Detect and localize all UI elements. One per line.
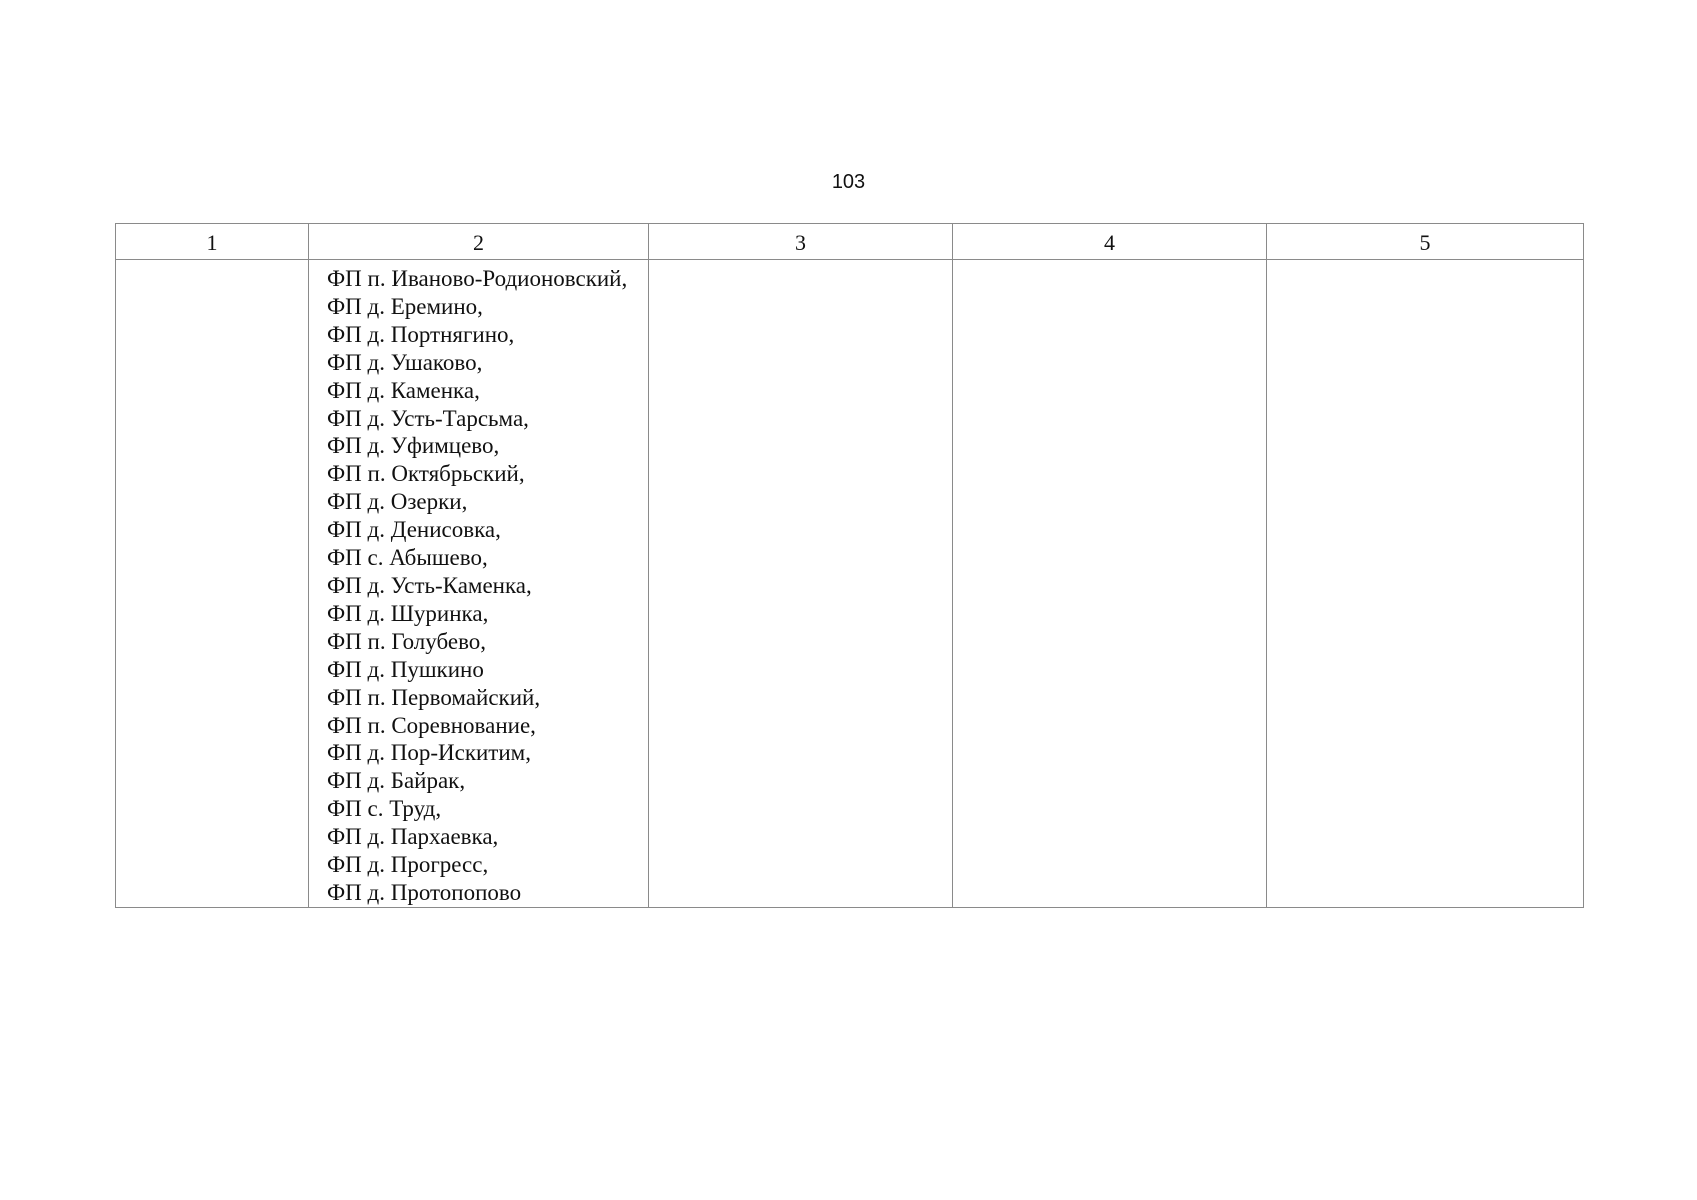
list-item: ФП д. Байрак, bbox=[327, 768, 466, 794]
list-item: ФП д. Озерки, bbox=[327, 489, 468, 515]
list-item: ФП д. Портнягино, bbox=[327, 321, 515, 347]
page-number: 103 bbox=[831, 171, 866, 193]
list-item: ФП д. Уфимцево, bbox=[327, 433, 500, 459]
table-header-row bbox=[116, 224, 1584, 260]
list-item: ФП д. Пор-Искитим, bbox=[327, 740, 531, 766]
list-item: ФП д. Прогресс, bbox=[327, 852, 489, 878]
table-row bbox=[116, 260, 1584, 908]
list-item: ФП д. Еремино, bbox=[327, 293, 483, 319]
table-cell-col1 bbox=[116, 260, 309, 908]
table-cell-col2 bbox=[309, 260, 649, 908]
list-item: ФП п. Голубево, bbox=[327, 628, 487, 654]
list-item: ФП д. Усть-Каменка, bbox=[327, 572, 532, 598]
list-item: ФП д. Протопопово bbox=[327, 879, 522, 905]
table-cell-col4 bbox=[953, 260, 1267, 908]
column-header-2: 2 bbox=[309, 224, 649, 260]
list-item: ФП д. Усть-Тарсьма, bbox=[327, 405, 529, 431]
place-list bbox=[309, 260, 648, 907]
list-item: ФП д. Шуринка, bbox=[327, 600, 489, 626]
column-header-3: 3 bbox=[649, 224, 953, 260]
list-item: ФП д. Ушаково, bbox=[327, 349, 483, 375]
list-item: ФП д. Пархаевка, bbox=[327, 824, 499, 850]
list-item: ФП с. Труд, bbox=[327, 796, 442, 822]
list-item: ФП д. Пушкино bbox=[327, 656, 484, 682]
table-cell-col5 bbox=[1267, 260, 1584, 908]
list-item: ФП п. Соревнование, bbox=[327, 712, 536, 738]
list-item: ФП д. Каменка, bbox=[327, 377, 480, 403]
list-item: ФП д. Денисовка, bbox=[327, 517, 501, 543]
list-item: ФП п. Октябрьский, bbox=[327, 461, 525, 487]
document-table bbox=[115, 223, 1584, 908]
table-cell-col3 bbox=[649, 260, 953, 908]
column-header-4: 4 bbox=[953, 224, 1267, 260]
column-header-1: 1 bbox=[116, 224, 309, 260]
list-item: ФП п. Первомайский, bbox=[327, 684, 541, 710]
column-header-5: 5 bbox=[1267, 224, 1584, 260]
list-item: ФП с. Абышево, bbox=[327, 545, 488, 571]
list-item: ФП п. Иваново-Родионовский, bbox=[327, 266, 628, 291]
